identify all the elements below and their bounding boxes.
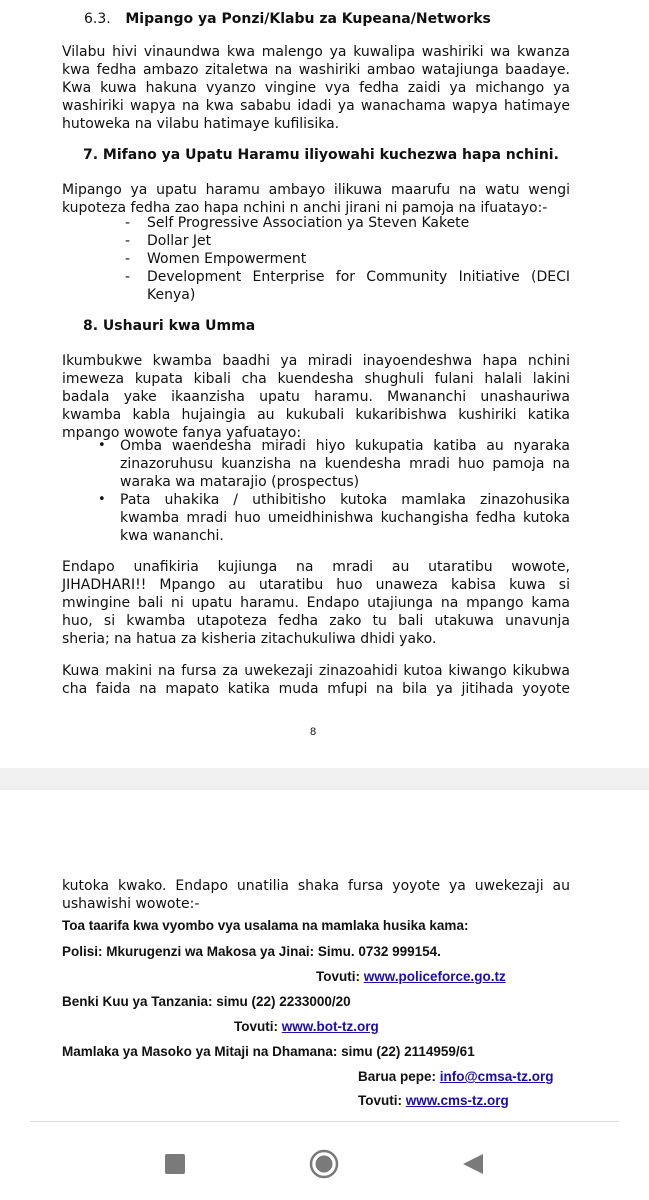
bot-contact: Benki Kuu ya Tanzania: simu (22) 2233000/20 bbox=[62, 994, 351, 1009]
text-line: mpango wowote fanya yafuatayo: bbox=[62, 425, 302, 441]
list-item bbox=[125, 268, 570, 304]
bot-website-link[interactable]: www.bot-tz.org bbox=[281, 1019, 379, 1034]
text-line: Endapo unafikiria kujiunga na mradi au utaratibu wowote, bbox=[62, 559, 570, 575]
text-line: kupoteza fedha zao hapa nchini n anchi jirani ni pamoja na ifuatayo:- bbox=[62, 200, 548, 216]
list-item-text: kwamba mradi huo umeidhinishwa kuchangisha fedha kutoka bbox=[120, 510, 570, 526]
list-item-text: zinazoruhusu kuanzisha na kuendesha mradi huo pamoja na bbox=[120, 456, 570, 472]
cmsa-email-line bbox=[358, 1068, 553, 1086]
text-line: imeweza kupata kibali cha kuendesha shughuli fulani halali lakini bbox=[62, 371, 570, 387]
bot-website-line bbox=[234, 1018, 379, 1036]
text-line: kwamba kabla hujaingia au kukubali kukaribishwa kushiriki katika bbox=[62, 407, 570, 423]
page-number: 8 bbox=[310, 726, 317, 738]
bullet-marker: • bbox=[98, 438, 106, 453]
cmsa-contact: Mamlaka ya Masoko ya Mitaji na Dhamana: simu (22) 2114959/61 bbox=[62, 1044, 475, 1059]
text-line: Kwa kuwa hakuna vyanzo vingine vya fedha zaidi ya michango ya bbox=[62, 80, 570, 96]
dash-marker: - bbox=[125, 269, 131, 285]
home-circle-icon[interactable] bbox=[309, 1149, 339, 1179]
list-item bbox=[125, 232, 570, 250]
text-line: huo, si kwamba utapoteza fedha zako tu bali utakuwa unavunja bbox=[62, 613, 570, 629]
list-item-text: kwa wananchi. bbox=[120, 528, 224, 544]
cmsa-website-line bbox=[358, 1092, 509, 1110]
report-instruction: Toa taarifa kwa vyombo vya usalama na mamlaka husika kama: bbox=[62, 918, 469, 933]
nav-divider bbox=[30, 1121, 619, 1122]
dash-marker: - bbox=[125, 215, 131, 231]
text-line: mwingine bali ni upatu haramu. Endapo utajiunga na mpango kama bbox=[62, 595, 570, 611]
square-icon[interactable] bbox=[160, 1149, 190, 1179]
text-line: Mipango ya upatu haramu ambayo ilikuwa maarufu na watu wengi bbox=[62, 182, 570, 198]
website-label: Tovuti: bbox=[358, 1093, 406, 1108]
cmsa-website-link[interactable]: www.cms-tz.org bbox=[405, 1093, 509, 1108]
text-line: badala yake ikaanzisha upatu haramu. Mwananchi unashauriwa bbox=[62, 389, 570, 405]
police-contact: Polisi: Mkurugenzi wa Makosa ya Jinai: Simu. 0732 999154. bbox=[62, 944, 441, 959]
paragraph-warning bbox=[62, 558, 570, 648]
section-number: 6.3. bbox=[84, 11, 111, 27]
list-item-text: Self Progressive Association ya Steven Kakete bbox=[147, 215, 470, 231]
text-line: ushawishi wowote:- bbox=[62, 896, 200, 912]
text-line: Vilabu hivi vinaundwa kwa malengo ya kuwalipa washiriki wa kwanza bbox=[62, 44, 570, 60]
list-item bbox=[98, 491, 570, 545]
list-item-text: Omba waendesha miradi hiyo kukupatia katiba au nyaraka bbox=[120, 438, 570, 454]
text-line: Kuwa makini na fursa za uwekezaji zinazoahidi kutoa kiwango kikubwa bbox=[62, 663, 570, 679]
list-item-text: Pata uhakika / uthibitisho kutoka mamlaka zinazohusika bbox=[120, 492, 570, 508]
text-line: kutoka kwako. Endapo unatilia shaka fursa yoyote ya uwekezaji au bbox=[62, 878, 570, 894]
list-item bbox=[125, 250, 570, 268]
list-item-text: Dollar Jet bbox=[147, 233, 212, 249]
section-title: Mipango ya Ponzi/Klabu za Kupeana/Networks bbox=[125, 11, 491, 27]
bullet-marker: • bbox=[98, 492, 106, 507]
dash-marker: - bbox=[125, 251, 131, 267]
examples-list bbox=[125, 214, 570, 304]
paragraph-8 bbox=[62, 352, 570, 442]
paragraph-6-3 bbox=[62, 43, 570, 133]
paragraph-7 bbox=[62, 181, 570, 217]
list-item bbox=[98, 437, 570, 491]
section-heading-8: 8. Ushauri kwa Umma bbox=[83, 318, 256, 334]
paragraph-final bbox=[62, 662, 570, 698]
text-line: hutoweka na vilabu hatimaye kufilisika. bbox=[62, 116, 340, 132]
website-label: Tovuti: bbox=[316, 969, 364, 984]
text-line: Ikumbukwe kwamba baadhi ya miradi inayoendeshwa hapa nchini bbox=[62, 353, 570, 369]
document-page-9 bbox=[0, 790, 649, 1145]
dash-marker: - bbox=[125, 233, 131, 249]
advice-list bbox=[98, 437, 570, 545]
page-separator bbox=[0, 768, 649, 790]
list-item-text: Kenya) bbox=[147, 287, 196, 303]
text-line: kwa fedha ambazo zitaletwa na washiriki ambao watajiunga baadaye. bbox=[62, 62, 570, 78]
website-label: Tovuti: bbox=[234, 1019, 282, 1034]
list-item-text: Women Empowerment bbox=[147, 251, 307, 267]
text-line: JIHADHARI!! Mpango au utaratibu huo unaweza kabisa kuwa si bbox=[62, 577, 570, 593]
section-heading-6-3 bbox=[84, 10, 491, 28]
email-label: Barua pepe: bbox=[358, 1069, 440, 1084]
list-item-text: Development Enterprise for Community Initiative (DECI bbox=[147, 269, 570, 285]
paragraph-continue bbox=[62, 877, 570, 913]
list-item bbox=[125, 214, 570, 232]
section-heading-7: 7. Mifano ya Upatu Haramu iliyowahi kuchezwa hapa nchini. bbox=[83, 147, 559, 163]
text-line: sheria; na hatua za kisheria zitachukuliwa dhidi yako. bbox=[62, 631, 437, 647]
text-line: cha faida na mapato katika muda mfupi na bila ya jitihada yoyote bbox=[62, 681, 570, 697]
cmsa-email-link[interactable]: info@cmsa-tz.org bbox=[439, 1069, 554, 1084]
police-website-line bbox=[316, 968, 506, 986]
police-website-link[interactable]: www.policeforce.go.tz bbox=[363, 969, 506, 984]
back-triangle-icon[interactable] bbox=[458, 1149, 488, 1179]
list-item-text: waraka wa matarajio (prospectus) bbox=[120, 474, 360, 490]
text-line: washiriki wapya na kwa sababu idadi ya wanachama wapya hatimaye bbox=[62, 98, 570, 114]
